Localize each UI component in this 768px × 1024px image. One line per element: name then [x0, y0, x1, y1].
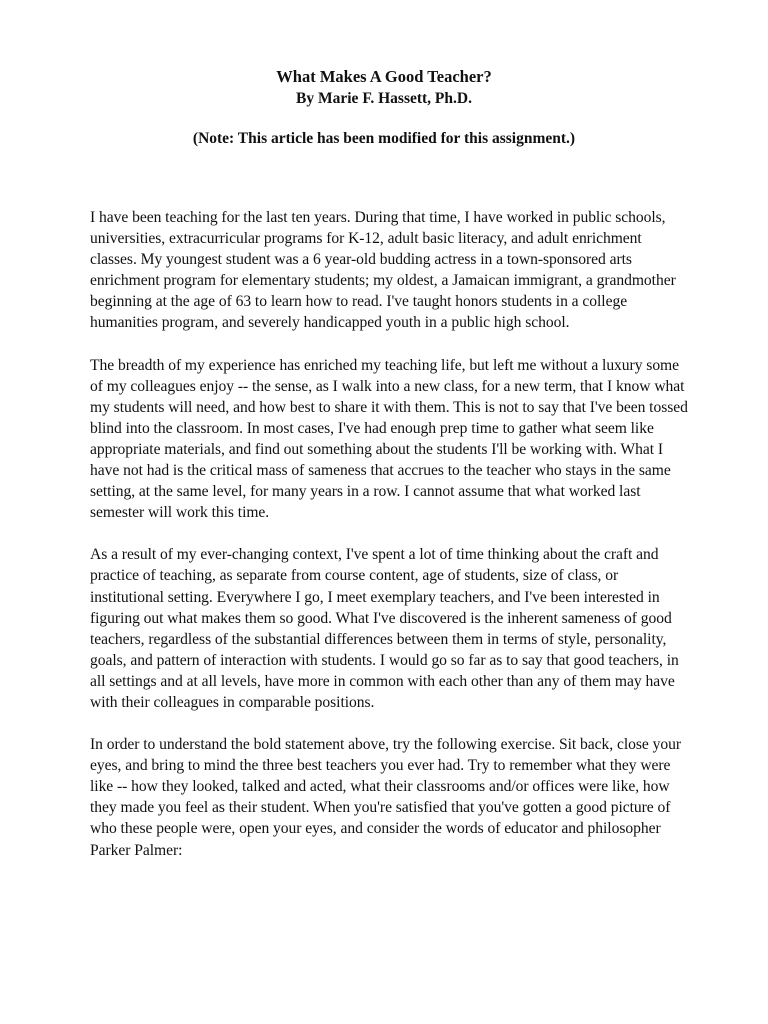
article-header — [0, 66, 768, 149]
paragraph-4: In order to understand the bold statement above, try the following exercise. Sit back, close your eyes, and bring to mind the three best teachers you ever had. Try to remember what they were like -- how they looked, talked and acted, what their classrooms and/or offices were like, how they made you feel as their student. When you're satisfied that you've gotten a good picture of who these people were, open your eyes, and consider the words of educator and philosopher Parker Palmer: — [90, 736, 682, 859]
paragraph-3: As a result of my ever-changing context, I've spent a lot of time thinking about the craft and practice of teaching, as separate from course content, age of students, size of class, or institutional setting. Everywhere I go, I meet exemplary teachers, and I've been interested in figuring out what makes them so good. What I've discovered is the inherent sameness of good teachers, regardless of the substantial differences between them in terms of style, personality, goals, and pattern of interaction with students. I would go so far as to say that good teachers, in all settings and at all levels, have more in common with each other than any of them may have with their colleagues in comparable positions. — [90, 546, 679, 711]
paragraph-2: The breadth of my experience has enriched my teaching life, but left me without a luxury some of my colleagues enjoy -- the sense, as I walk into a new class, for a new term, that I know what my students will need, and how best to share it with them. This is not to say that I've been tossed blind into the classroom. In most cases, I've had enough prep time to gather what seem like appropriate materials, and find out something about the students I'll be working with. What I have not had is the critical mass of sameness that accrues to the teacher who stays in the same setting, at the same level, for many years in a row. I cannot assume that what worked last semester will work this time. — [90, 356, 688, 522]
article-byline: By Marie F. Hassett, Ph.D. — [296, 90, 472, 107]
article-body — [90, 207, 690, 882]
article-note: (Note: This article has been modified for this assignment.) — [192, 130, 576, 147]
article-title: What Makes A Good Teacher? — [276, 67, 492, 86]
paragraph-1: I have been teaching for the last ten years. During that time, I have worked in public schools, universities, extracurricular programs for K-12, adult basic literacy, and adult enrichment classes. My youngest student was a 6 year-old budding actress in a town-sponsored arts enrichment program for elementary students; my oldest, a Jamaican immigrant, a grandmother beginning at the age of 63 to learn how to read. I've taught honors students in a college humanities program, and severely handicapped youth in a public high school. — [90, 209, 676, 332]
